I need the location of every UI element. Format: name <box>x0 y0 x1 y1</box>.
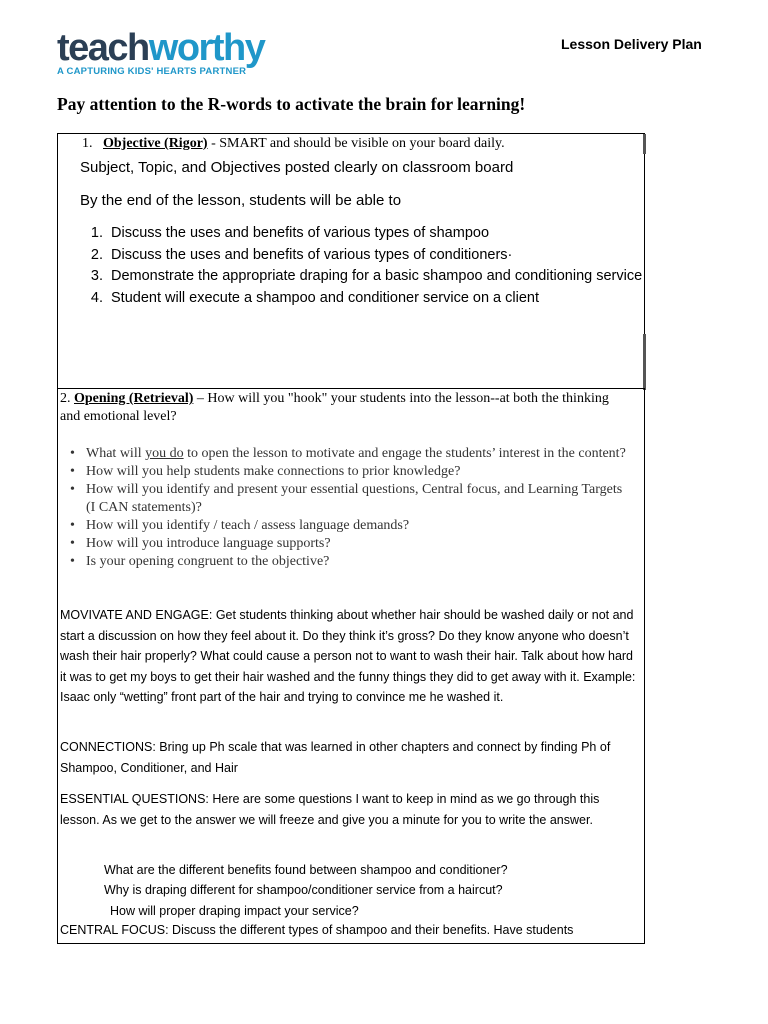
bullet-text: How will you introduce language supports? <box>86 536 331 551</box>
headline: Pay attention to the R-words to activate the brain for learning! <box>57 94 526 114</box>
bullet-icon: • <box>70 536 75 551</box>
bullet-text-underlined: you do <box>145 446 184 461</box>
bullet-text: How will you identify and present your essential questions, Central focus, and Learning Targets (I CAN statements)? <box>86 482 623 515</box>
objective-section <box>57 133 645 389</box>
bullet-text: How will you identify / teach / assess language demands? <box>86 518 410 533</box>
central-focus-line: CENTRAL FOCUS: Discuss the different types of shampoo and their benefits. Have students <box>60 923 574 937</box>
logo-teach: teach <box>57 27 149 69</box>
objective-line-posted: Subject, Topic, and Objectives posted clearly on classroom board <box>80 159 514 176</box>
list-item-number: 3. <box>90 268 103 284</box>
opening-label: Opening (Retrieval) <box>74 391 194 406</box>
bullet-text-end: to open the lesson to motivate and engage the students’ interest in the content? <box>183 446 626 461</box>
connections-paragraph: CONNECTIONS: Bring up Ph scale that was learned in other chapters and connect by finding Ph of Shampoo, Conditioner, and Hair <box>60 740 611 775</box>
list-item <box>68 517 626 535</box>
opening-prompts <box>68 445 626 571</box>
opening-description: – How will you "hook" your students into the lesson--at both the thinking and emotional level? <box>60 391 609 424</box>
list-item-text: Demonstrate the appropriate draping for a basic shampoo and conditioning service <box>111 268 643 284</box>
list-item <box>68 535 626 553</box>
list-item-text: Student will execute a shampoo and conditioner service on a client <box>111 289 540 306</box>
bullet-icon: • <box>70 464 75 479</box>
essential-question: What are the different benefits found between shampoo and conditioner? <box>104 863 508 877</box>
objective-label: Objective (Rigor) <box>103 136 208 151</box>
essential-question: Why is draping different for shampoo/conditioner service from a haircut? <box>104 883 503 897</box>
list-item <box>68 553 626 571</box>
list-item <box>82 268 642 290</box>
bullet-text-start: What will <box>86 446 146 461</box>
objective-line-intro: By the end of the lesson, students will be able to <box>80 192 402 209</box>
logo-worthy: worthy <box>148 27 265 69</box>
bullet-icon: • <box>70 446 75 461</box>
bullet-icon: • <box>70 482 75 497</box>
essential-question: How will proper draping impact your service? <box>110 904 359 918</box>
opening-number: 2. <box>60 391 71 406</box>
bullet-text: Is your opening congruent to the objective? <box>86 554 330 569</box>
list-item <box>68 445 626 463</box>
objective-heading <box>82 136 505 152</box>
opening-heading <box>60 390 630 426</box>
objective-number: 1. <box>82 136 93 151</box>
list-item <box>68 463 626 481</box>
logo-wordmark <box>57 27 265 69</box>
list-item-number: 4. <box>90 289 103 306</box>
list-item <box>82 290 642 312</box>
motivate-engage-paragraph: MOVIVATE AND ENGAGE: Get students thinking about whether hair should be washed daily or not and start a discussion on how they feel about it. Do they think it’s gross? Do they know anyone who doesn’t wash their hair properly? What could cause a person not to want to wash their hair. Talk about how hard it was to get my boys to get their hair washed and the funny things they did to get away with it. Example: Isaac only “wetting” front part of the hair and trying to convince me he washed it. <box>60 608 636 704</box>
essential-questions-paragraph: ESSENTIAL QUESTIONS: Here are some questions I want to keep in mind as we go through this lesson. As we get to the answer we will freeze and give you a minute for you to write the answer. <box>60 792 600 827</box>
list-item <box>82 225 642 247</box>
list-item <box>68 481 626 517</box>
opening-section <box>57 388 645 944</box>
list-item-number: 2. <box>90 246 103 263</box>
objective-description: - SMART and should be visible on your board daily. <box>207 136 505 151</box>
list-item <box>82 247 642 269</box>
logo-tagline: A CAPTURING KIDS' HEARTS PARTNER <box>57 66 247 77</box>
bullet-icon: • <box>70 518 75 533</box>
right-border-segment <box>643 334 646 390</box>
objective-list <box>82 225 642 311</box>
bullet-icon: • <box>70 554 75 569</box>
list-item-text: Discuss the uses and benefits of various types of conditioners· <box>111 246 513 263</box>
list-item-number: 1. <box>90 225 103 241</box>
list-item-text: Discuss the uses and benefits of various types of shampoo <box>111 225 490 241</box>
right-border-segment <box>643 134 646 154</box>
teachworthy-logo <box>57 27 265 77</box>
bullet-text: How will you help students make connections to prior knowledge? <box>86 464 461 479</box>
document-title: Lesson Delivery Plan <box>561 36 702 52</box>
